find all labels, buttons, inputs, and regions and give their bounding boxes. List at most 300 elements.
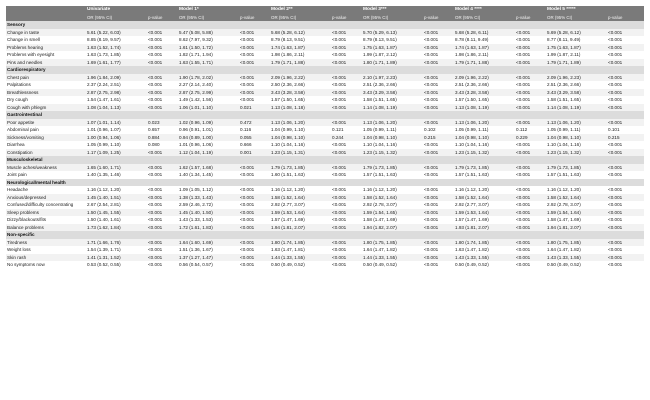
table-row bbox=[6, 239, 644, 247]
section-title: Gastrointestinal bbox=[6, 111, 644, 119]
symptom-label: Problems hearing bbox=[6, 44, 86, 52]
p-value-cell: <0.001 bbox=[331, 29, 362, 37]
p-value-cell: <0.001 bbox=[239, 51, 270, 59]
header-blank bbox=[6, 14, 86, 22]
or-cell: 0.53 (0.52, 0.55) bbox=[86, 261, 147, 269]
or-cell: 1.59 (1.53, 1.64) bbox=[454, 209, 515, 217]
or-cell: 2.50 (2.36, 2.66) bbox=[270, 81, 331, 89]
p-value-cell: <0.001 bbox=[331, 194, 362, 202]
or-cell: 1.54 (1.47, 1.61) bbox=[86, 96, 147, 104]
table-row bbox=[6, 119, 644, 127]
p-value-cell: <0.001 bbox=[147, 261, 178, 269]
or-cell: 1.12 (1.04, 1.19) bbox=[178, 149, 239, 157]
or-cell: 1.79 (1.73, 1.85) bbox=[270, 164, 331, 172]
or-cell: 1.58 (1.52, 1.64) bbox=[362, 194, 423, 202]
p-value-cell: <0.001 bbox=[147, 164, 178, 172]
p-value-cell: <0.001 bbox=[607, 216, 644, 224]
or-cell: 1.99 (1.87, 2.11) bbox=[546, 51, 607, 59]
or-cell: 1.59 (1.54, 1.64) bbox=[546, 209, 607, 217]
or-cell: 1.43 (1.33, 1.53) bbox=[178, 216, 239, 224]
model-header: Model 4 **** bbox=[454, 6, 546, 14]
or-cell: 1.80 (1.74, 1.85) bbox=[454, 239, 515, 247]
symptom-label: Change in taste bbox=[6, 29, 86, 37]
p-value-cell: <0.001 bbox=[515, 89, 546, 97]
or-cell: 1.05 (0.99, 1.11) bbox=[546, 126, 607, 134]
or-cell: 0.96 (0.91, 1.01) bbox=[178, 126, 239, 134]
p-value-cell: 0.121 bbox=[331, 126, 362, 134]
p-value-cell: <0.001 bbox=[423, 209, 454, 217]
p-value-cell: <0.001 bbox=[331, 44, 362, 52]
symptom-label: Headache bbox=[6, 186, 86, 194]
table-row bbox=[6, 216, 644, 224]
or-cell: 1.43 (1.33, 1.55) bbox=[454, 254, 515, 262]
p-value-cell: <0.001 bbox=[607, 44, 644, 52]
p-value-cell: <0.001 bbox=[515, 74, 546, 82]
p-value-cell: <0.001 bbox=[515, 59, 546, 67]
symptom-label: Abdominal pain bbox=[6, 126, 86, 134]
or-cell: 1.75 (1.63, 1.87) bbox=[546, 44, 607, 52]
p-value-cell: <0.001 bbox=[607, 201, 644, 209]
symptom-label: Sickness/vomiting bbox=[6, 134, 86, 142]
symptom-label: Skin rash bbox=[6, 254, 86, 262]
or-cell: 1.08 (1.04, 1.13) bbox=[86, 104, 147, 112]
or-cell: 1.41 (1.31, 1.52) bbox=[86, 254, 147, 262]
or-cell: 1.96 (1.84, 2.09) bbox=[86, 74, 147, 82]
or-cell: 1.63 (1.47, 1.82) bbox=[454, 246, 515, 254]
p-value-cell: <0.001 bbox=[607, 81, 644, 89]
or-cell: 2.87 (2.75, 2.98) bbox=[86, 89, 147, 97]
or-cell: 1.94 (1.82, 2.07) bbox=[362, 224, 423, 232]
or-cell: 1.09 (1.05, 1.12) bbox=[178, 186, 239, 194]
p-value-cell: <0.001 bbox=[239, 29, 270, 37]
p-value-cell: <0.001 bbox=[331, 119, 362, 127]
p-value-cell: <0.001 bbox=[515, 81, 546, 89]
or-cell: 1.57 (1.50, 1.65) bbox=[270, 96, 331, 104]
or-cell: 0.56 (0.54, 0.57) bbox=[178, 261, 239, 269]
p-value-cell: <0.001 bbox=[423, 89, 454, 97]
p-value-cell: 0.215 bbox=[423, 134, 454, 142]
model-header: Model 3*** bbox=[362, 6, 454, 14]
or-cell: 1.05 (0.99, 1.10) bbox=[86, 141, 147, 149]
model-header: Model 5 ***** bbox=[546, 6, 644, 14]
or-cell: 2.27 (2.14, 2.40) bbox=[178, 81, 239, 89]
p-value-cell: <0.001 bbox=[423, 119, 454, 127]
p-value-cell: <0.001 bbox=[147, 51, 178, 59]
or-cell: 1.60 (1.51, 1.63) bbox=[270, 171, 331, 179]
p-value-cell: <0.001 bbox=[423, 261, 454, 269]
or-cell: 1.23 (1.15, 1.32) bbox=[546, 149, 607, 157]
p-value-cell: <0.001 bbox=[515, 239, 546, 247]
or-cell: 1.63 (1.52, 1.74) bbox=[86, 44, 147, 52]
or-cell: 1.04 (0.98, 1.10) bbox=[454, 134, 515, 142]
table-row bbox=[6, 126, 644, 134]
p-value-cell: <0.001 bbox=[607, 104, 644, 112]
p-value-cell: <0.001 bbox=[147, 254, 178, 262]
model-header: Model 2** bbox=[270, 6, 362, 14]
or-cell: 1.10 (1.04, 1.16) bbox=[454, 141, 515, 149]
p-value-cell: <0.001 bbox=[515, 171, 546, 179]
or-cell: 1.05 (0.99, 1.11) bbox=[454, 126, 515, 134]
or-cell: 1.75 (1.63, 1.87) bbox=[362, 44, 423, 52]
or-cell: 1.16 (1.12, 1.20) bbox=[270, 186, 331, 194]
or-cell: 1.14 (1.08, 1.19) bbox=[546, 104, 607, 112]
or-cell: 1.57 (1.51, 1.63) bbox=[362, 171, 423, 179]
p-value-cell: <0.001 bbox=[331, 224, 362, 232]
p-value-cell: <0.001 bbox=[423, 201, 454, 209]
or-cell: 1.13 (1.08, 1.18) bbox=[270, 104, 331, 112]
or-cell: 1.58 (1.52, 1.64) bbox=[454, 194, 515, 202]
p-value-cell: 0.229 bbox=[515, 134, 546, 142]
table-row bbox=[6, 36, 644, 44]
p-value-cell: <0.001 bbox=[423, 104, 454, 112]
or-cell: 5.68 (5.28, 6.12) bbox=[270, 29, 331, 37]
or-cell: 1.14 (1.08, 1.19) bbox=[362, 104, 423, 112]
p-value-cell: <0.001 bbox=[331, 201, 362, 209]
p-value-cell: <0.001 bbox=[607, 209, 644, 217]
p-value-cell: <0.001 bbox=[147, 239, 178, 247]
or-cell: 1.44 (1.33, 1.55) bbox=[362, 254, 423, 262]
or-cell: 1.98 (1.86, 2.11) bbox=[454, 51, 515, 59]
or-cell: 1.04 (0.98, 1.10) bbox=[546, 134, 607, 142]
p-value-cell: <0.001 bbox=[515, 201, 546, 209]
or-cell: 1.69 (1.61, 1.77) bbox=[86, 59, 147, 67]
symptom-label: Chest pain bbox=[6, 74, 86, 82]
or-cell: 1.54 (1.39, 1.71) bbox=[86, 246, 147, 254]
p-value-cell: <0.001 bbox=[423, 164, 454, 172]
p-value-cell: <0.001 bbox=[423, 29, 454, 37]
or-cell: 1.58 (1.52, 1.64) bbox=[546, 194, 607, 202]
or-cell: 1.10 (1.04, 1.16) bbox=[270, 141, 331, 149]
or-cell: 1.79 (1.73, 1.85) bbox=[362, 164, 423, 172]
symptom-label: Confused/difficulty concentrating bbox=[6, 201, 86, 209]
p-value-cell: <0.001 bbox=[239, 171, 270, 179]
p-value-cell: 0.116 bbox=[239, 126, 270, 134]
or-header: OR (95% CI) bbox=[546, 14, 607, 22]
or-cell: 5.70 (5.29, 6.13) bbox=[362, 29, 423, 37]
or-cell: 1.58 (1.51, 1.65) bbox=[546, 96, 607, 104]
or-cell: 1.99 (1.87, 2.12) bbox=[362, 51, 423, 59]
or-cell: 3.43 (3.28, 3.58) bbox=[270, 89, 331, 97]
p-value-cell: <0.001 bbox=[607, 119, 644, 127]
p-value-cell: <0.001 bbox=[423, 239, 454, 247]
or-cell: 1.37 (1.27, 1.47) bbox=[178, 254, 239, 262]
table-row bbox=[6, 81, 644, 89]
or-header: OR (95% CI) bbox=[454, 14, 515, 22]
subheader-row bbox=[6, 14, 644, 22]
p-value-cell: <0.001 bbox=[423, 186, 454, 194]
section-header-row bbox=[6, 231, 644, 239]
or-cell: 1.63 (1.73, 1.85) bbox=[86, 51, 147, 59]
p-value-cell: <0.001 bbox=[607, 51, 644, 59]
or-cell: 1.59 (1.53, 1.64) bbox=[270, 209, 331, 217]
p-value-cell: <0.001 bbox=[331, 141, 362, 149]
or-cell: 1.04 (0.99, 1.10) bbox=[270, 126, 331, 134]
p-value-cell: <0.001 bbox=[147, 149, 178, 157]
p-value-cell: <0.001 bbox=[331, 164, 362, 172]
section-header-row bbox=[6, 179, 644, 187]
symptom-label: Pins and needles bbox=[6, 59, 86, 67]
or-cell: 8.79 (8.13, 9.51) bbox=[362, 36, 423, 44]
p-value-cell: <0.001 bbox=[607, 149, 644, 157]
or-cell: 1.64 (1.60, 1.69) bbox=[178, 239, 239, 247]
symptom-label: Anxious/depressed bbox=[6, 194, 86, 202]
or-cell: 1.80 (1.75, 1.85) bbox=[546, 239, 607, 247]
p-header: p-value bbox=[239, 14, 270, 22]
p-value-cell: <0.001 bbox=[147, 74, 178, 82]
table-row bbox=[6, 59, 644, 67]
p-value-cell: <0.001 bbox=[147, 44, 178, 52]
p-value-cell: <0.001 bbox=[515, 29, 546, 37]
or-cell: 1.07 (1.01, 1.14) bbox=[86, 119, 147, 127]
table-row bbox=[6, 149, 644, 157]
or-cell: 1.13 (1.08, 1.19) bbox=[454, 104, 515, 112]
or-cell: 3.43 (3.29, 3.58) bbox=[546, 89, 607, 97]
section-title: Neurological/mental health bbox=[6, 179, 644, 187]
p-value-cell: <0.001 bbox=[515, 141, 546, 149]
p-value-cell: <0.001 bbox=[147, 201, 178, 209]
or-cell: 1.05 (0.99, 1.11) bbox=[362, 126, 423, 134]
p-value-cell: <0.001 bbox=[239, 89, 270, 97]
p-header: p-value bbox=[331, 14, 362, 22]
p-value-cell: <0.001 bbox=[515, 186, 546, 194]
p-value-cell: <0.001 bbox=[239, 254, 270, 262]
or-cell: 1.01 (0.96, 1.07) bbox=[86, 126, 147, 134]
symptom-label: Sleep problems bbox=[6, 209, 86, 217]
p-value-cell: <0.001 bbox=[239, 201, 270, 209]
p-value-cell: <0.001 bbox=[331, 81, 362, 89]
symptom-label: Problems with eyesight bbox=[6, 51, 86, 59]
p-value-cell: <0.001 bbox=[423, 216, 454, 224]
p-value-cell: <0.001 bbox=[239, 261, 270, 269]
or-cell: 1.58 (1.47, 1.69) bbox=[546, 216, 607, 224]
symptom-label: Balance problems bbox=[6, 224, 86, 232]
section-header-row bbox=[6, 21, 644, 29]
p-header: p-value bbox=[423, 14, 454, 22]
p-value-cell: <0.001 bbox=[607, 171, 644, 179]
or-cell: 2.09 (1.96, 2.22) bbox=[454, 74, 515, 82]
p-value-cell: <0.001 bbox=[147, 59, 178, 67]
p-value-cell: <0.001 bbox=[239, 186, 270, 194]
p-value-cell: <0.001 bbox=[239, 59, 270, 67]
p-value-cell: <0.001 bbox=[515, 216, 546, 224]
or-cell: 1.23 (1.15, 1.32) bbox=[362, 149, 423, 157]
p-value-cell: <0.001 bbox=[147, 194, 178, 202]
or-cell: 3.43 (3.28, 3.58) bbox=[454, 89, 515, 97]
or-cell: 1.49 (1.42, 1.56) bbox=[178, 96, 239, 104]
or-cell: 1.64 (1.47, 1.82) bbox=[546, 246, 607, 254]
or-cell: 1.74 (1.63, 1.87) bbox=[270, 44, 331, 52]
p-value-cell: <0.001 bbox=[423, 74, 454, 82]
p-value-cell: <0.001 bbox=[423, 36, 454, 44]
or-cell: 0.94 (0.89, 1.00) bbox=[178, 134, 239, 142]
table-row bbox=[6, 89, 644, 97]
p-value-cell: <0.001 bbox=[515, 194, 546, 202]
or-cell: 1.23 (1.15, 1.31) bbox=[270, 149, 331, 157]
or-cell: 1.57 (1.51, 1.63) bbox=[546, 171, 607, 179]
p-value-cell: <0.001 bbox=[147, 104, 178, 112]
or-header: OR (95% CI) bbox=[270, 14, 331, 22]
model-header-row bbox=[6, 6, 644, 14]
p-value-cell: <0.001 bbox=[515, 119, 546, 127]
or-cell: 1.13 (1.06, 1.20) bbox=[362, 119, 423, 127]
or-cell: 1.58 (1.52, 1.64) bbox=[270, 194, 331, 202]
table-row bbox=[6, 171, 644, 179]
p-value-cell: <0.001 bbox=[607, 89, 644, 97]
p-value-cell: <0.001 bbox=[331, 59, 362, 67]
p-value-cell: <0.001 bbox=[331, 96, 362, 104]
section-title: Musculoskeletal bbox=[6, 156, 644, 164]
or-cell: 1.93 (1.81, 2.07) bbox=[454, 224, 515, 232]
symptom-label: No symptoms now bbox=[6, 261, 86, 269]
p-value-cell: <0.001 bbox=[147, 96, 178, 104]
p-value-cell: <0.001 bbox=[515, 164, 546, 172]
or-cell: 1.57 (1.47, 1.69) bbox=[454, 216, 515, 224]
symptom-label: Constipation bbox=[6, 149, 86, 157]
or-cell: 1.82 (1.71, 1.94) bbox=[178, 51, 239, 59]
p-value-cell: <0.001 bbox=[147, 81, 178, 89]
section-title: Cardiorespiratory bbox=[6, 66, 644, 74]
or-cell: 1.79 (1.71, 1.88) bbox=[270, 59, 331, 67]
p-value-cell: <0.001 bbox=[147, 246, 178, 254]
or-cell: 5.68 (5.28, 6.11) bbox=[454, 29, 515, 37]
p-value-cell: <0.001 bbox=[607, 224, 644, 232]
or-cell: 1.79 (1.71, 1.89) bbox=[546, 59, 607, 67]
p-value-cell: <0.001 bbox=[607, 29, 644, 37]
or-cell: 1.90 (1.78, 2.02) bbox=[178, 74, 239, 82]
p-value-cell: <0.001 bbox=[239, 216, 270, 224]
p-value-cell: <0.001 bbox=[607, 261, 644, 269]
or-cell: 1.13 (1.06, 1.20) bbox=[270, 119, 331, 127]
or-cell: 5.61 (5.22, 6.03) bbox=[86, 29, 147, 37]
table-row bbox=[6, 254, 644, 262]
p-value-cell: <0.001 bbox=[331, 209, 362, 217]
section-header-row bbox=[6, 66, 644, 74]
p-value-cell: <0.001 bbox=[147, 29, 178, 37]
symptom-label: Dry cough bbox=[6, 96, 86, 104]
or-cell: 1.17 (1.09, 1.25) bbox=[86, 149, 147, 157]
or-cell: 1.64 (1.47, 1.82) bbox=[362, 246, 423, 254]
symptom-label: Dizzy/blackouts/fits bbox=[6, 216, 86, 224]
or-cell: 1.01 (0.96, 1.06) bbox=[178, 141, 239, 149]
or-cell: 1.80 (1.75, 1.85) bbox=[362, 239, 423, 247]
header-blank bbox=[6, 6, 86, 14]
or-cell: 1.16 (1.12, 1.20) bbox=[362, 186, 423, 194]
p-value-cell: <0.001 bbox=[147, 216, 178, 224]
or-cell: 1.63 (1.47, 1.81) bbox=[270, 246, 331, 254]
p-value-cell: <0.001 bbox=[331, 149, 362, 157]
p-value-cell: 0.101 bbox=[607, 126, 644, 134]
p-value-cell: <0.001 bbox=[423, 246, 454, 254]
p-value-cell: <0.001 bbox=[515, 104, 546, 112]
p-value-cell: <0.001 bbox=[423, 254, 454, 262]
p-value-cell: <0.001 bbox=[239, 246, 270, 254]
or-cell: 2.51 (2.36, 2.66) bbox=[454, 81, 515, 89]
p-value-cell: 0.023 bbox=[147, 119, 178, 127]
or-header: OR (95% CI) bbox=[86, 14, 147, 22]
p-value-cell: <0.001 bbox=[239, 81, 270, 89]
p-value-cell: <0.001 bbox=[331, 74, 362, 82]
p-header: p-value bbox=[147, 14, 178, 22]
p-value-cell: <0.001 bbox=[607, 96, 644, 104]
or-cell: 0.50 (0.49, 0.52) bbox=[270, 261, 331, 269]
or-cell: 1.40 (1.35, 1.46) bbox=[86, 171, 147, 179]
p-value-cell: <0.001 bbox=[423, 81, 454, 89]
p-value-cell: <0.001 bbox=[515, 261, 546, 269]
or-cell: 1.00 (0.94, 1.06) bbox=[86, 134, 147, 142]
or-cell: 1.65 (1.60, 1.71) bbox=[86, 164, 147, 172]
p-value-cell: <0.001 bbox=[239, 164, 270, 172]
or-cell: 1.61 (1.50, 1.72) bbox=[178, 44, 239, 52]
table-row bbox=[6, 246, 644, 254]
p-value-cell: 0.215 bbox=[607, 134, 644, 142]
or-cell: 1.79 (1.73, 1.85) bbox=[454, 164, 515, 172]
or-cell: 1.63 (1.55, 1.71) bbox=[178, 59, 239, 67]
p-value-cell: <0.001 bbox=[331, 51, 362, 59]
p-value-cell: <0.001 bbox=[423, 51, 454, 59]
or-cell: 2.59 (2.46, 2.72) bbox=[178, 201, 239, 209]
table-row bbox=[6, 201, 644, 209]
table-row bbox=[6, 74, 644, 82]
or-cell: 1.73 (1.62, 1.84) bbox=[86, 224, 147, 232]
p-value-cell: <0.001 bbox=[147, 89, 178, 97]
table-row bbox=[6, 186, 644, 194]
p-value-cell: <0.001 bbox=[423, 194, 454, 202]
p-value-cell: <0.001 bbox=[239, 209, 270, 217]
table-row bbox=[6, 44, 644, 52]
p-value-cell: 0.884 bbox=[147, 134, 178, 142]
p-value-cell: <0.001 bbox=[239, 74, 270, 82]
or-cell: 1.02 (0.96, 1.09) bbox=[178, 119, 239, 127]
or-cell: 1.57 (1.47, 1.69) bbox=[270, 216, 331, 224]
or-cell: 1.43 (1.33, 1.55) bbox=[546, 254, 607, 262]
p-value-cell: <0.001 bbox=[331, 261, 362, 269]
or-cell: 1.23 (1.15, 1.32) bbox=[454, 149, 515, 157]
or-cell: 1.72 (1.61, 1.83) bbox=[178, 224, 239, 232]
or-cell: 2.87 (2.75, 2.99) bbox=[178, 89, 239, 97]
p-value-cell: <0.001 bbox=[423, 141, 454, 149]
or-cell: 0.50 (0.49, 0.52) bbox=[362, 261, 423, 269]
or-cell: 2.92 (2.77, 3.07) bbox=[454, 201, 515, 209]
or-cell: 2.37 (2.24, 2.51) bbox=[86, 81, 147, 89]
or-cell: 8.79 (8.13, 9.51) bbox=[270, 36, 331, 44]
p-value-cell: <0.001 bbox=[331, 89, 362, 97]
p-value-cell: <0.001 bbox=[331, 239, 362, 247]
or-cell: 1.57 (1.51, 1.63) bbox=[454, 171, 515, 179]
or-cell: 1.79 (1.73, 1.85) bbox=[546, 164, 607, 172]
symptom-label: Breathlessness bbox=[6, 89, 86, 97]
p-value-cell: <0.001 bbox=[239, 36, 270, 44]
p-value-cell: <0.001 bbox=[607, 254, 644, 262]
symptom-label: Tiredness bbox=[6, 239, 86, 247]
or-cell: 1.50 (1.45, 1.55) bbox=[86, 209, 147, 217]
or-cell: 1.10 (1.04, 1.16) bbox=[362, 141, 423, 149]
or-cell: 1.79 (1.71, 1.88) bbox=[454, 59, 515, 67]
p-value-cell: 0.102 bbox=[423, 126, 454, 134]
p-value-cell: <0.001 bbox=[331, 104, 362, 112]
p-value-cell: 0.021 bbox=[239, 104, 270, 112]
or-cell: 1.38 (1.33, 1.43) bbox=[178, 194, 239, 202]
table-body bbox=[6, 21, 644, 269]
p-value-cell: <0.001 bbox=[239, 96, 270, 104]
p-value-cell: <0.001 bbox=[515, 51, 546, 59]
or-cell: 1.80 (1.74, 1.85) bbox=[270, 239, 331, 247]
or-cell: 1.10 (1.04, 1.16) bbox=[546, 141, 607, 149]
p-value-cell: <0.001 bbox=[515, 36, 546, 44]
p-value-cell: <0.001 bbox=[607, 59, 644, 67]
or-header: OR (95% CI) bbox=[362, 14, 423, 22]
or-cell: 2.67 (2.54, 2.81) bbox=[86, 201, 147, 209]
table-row bbox=[6, 261, 644, 269]
